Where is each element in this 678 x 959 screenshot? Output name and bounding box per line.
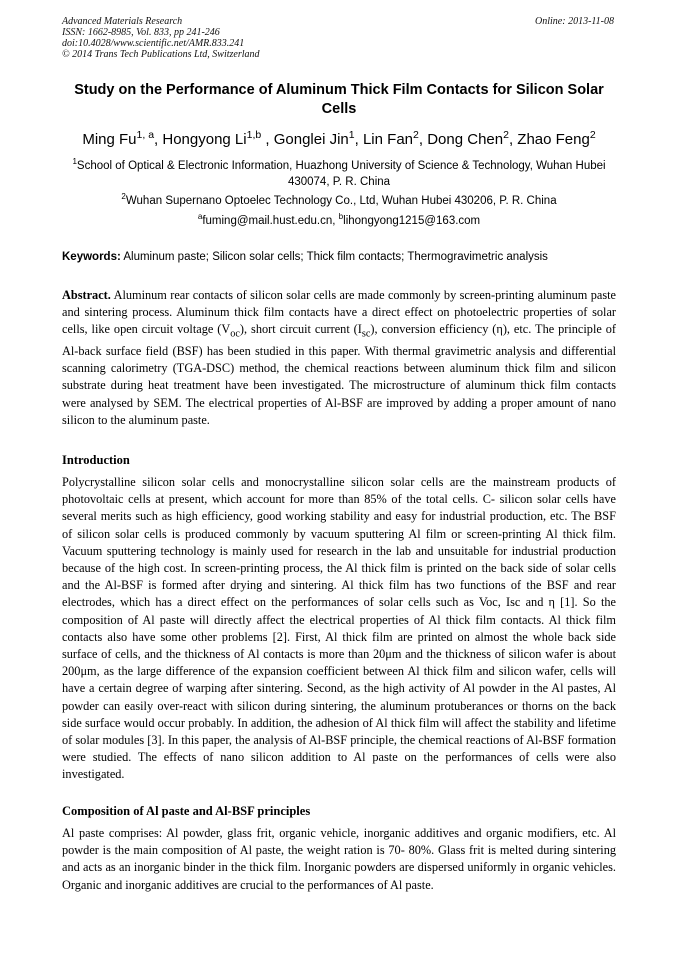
- composition-text: Al paste comprises: Al powder, glass frit, organic vehicle, inorganic additives and organic modifiers, etc. Al powder is the main composition of Al paste, the weight ration is 70- 80%. Glass frit is melted during sintering and acts as an inorganic binder in the thick film. Inorganic powders are dispersed uniformly in organic vehicles. Organic and inorganic additives are crucial to the performances of Al paste.: [62, 826, 616, 892]
- email-link-b[interactable]: lihongyong1215@163.com: [343, 215, 481, 227]
- author-emails: $^a$fuming@mail.hust.edu.cn, $^b$lihongyong1215@163.com: [197, 212, 481, 227]
- affiliation-1: $^1$School of Optical & Electronic Information, Huazhong University of Science & Technology, Wuhan Hubei 430074, P. R. China: [72, 157, 606, 188]
- journal-name: Advanced Materials Research: [62, 16, 183, 27]
- abstract: Abstract. Aluminum rear contacts of silicon solar cells are made commonly by screen-printing aluminum paste and sintering process. Aluminum thick film contacts have a direct effect on photoelectric properties of solar cells, like open circuit voltage $(V_{oc})$, short circuit current $(I_{sc})$, conversion efficiency (η), etc. The principle of Al-back surface field (BSF) has been studied in this paper. With thermal gravimetric analysis and differential scanning calorimetry (TGA-DSC) method, the chemical reactions between aluminum thick film and silicon substrate during heat treatment have been investigated. The microstructure of aluminum thick film contacts were analysed by SEM. The electrical properties of Al-BSF are improved by adding a proper amount of nano silicon to the aluminum paste.: [62, 288, 616, 427]
- author: Gonglei Jin$^1$,: [273, 129, 363, 148]
- author: Lin Fan$^2$,: [362, 129, 428, 148]
- doi-line: doi:10.4028/www.scientific.net/AMR.833.241: [62, 38, 245, 49]
- journal-header: [62, 16, 260, 60]
- issn-line: ISSN: 1662-8985, Vol. 833, pp 241-246: [62, 27, 220, 38]
- author: Hongyong Li$^{1,b}$ ,: [162, 129, 274, 148]
- section-heading-composition: Composition of Al paste and Al-BSF principles: [62, 804, 311, 818]
- copyright-line: © 2014 Trans Tech Publications Ltd, Switzerland: [62, 49, 260, 60]
- introduction-text: Polycrystalline silicon solar cells and monocrystalline silicon solar cells are the mainstream products of photovoltaic cells at present, which account for more than 85% of the total cells. C- silicon solar cells have several merits such as high efficiency, good working stability and easy for industrial production, etc. The BSF of silicon solar cells is produced commonly by vacuum sputtering Al film or screen-printing Al thick film. Vacuum sputtering technology is mainly used for research in the lab and unsuitable for industrial production because of the high cost. In screen-printing process, the Al thick film is printed on the back side of solar cells and the Al-BSF is formed after drying and sintering. Al thick film has two functions of the BSF and rear electrodes, which has a direct effect on the performances of solar cells such as Voc, Isc and η [1]. So the composition of Al paste will directly affect the electrical properties of Al thick film contacts. Al thick film contacts also have some other problems [2]. First, Al thick film are printed on almost the whole back side surface of cells, and the thickness of Al contacts is more than 20μm and the thickness of silicon wafer is about 200μm, as the large difference of the expansion coefficient between Al thick film and silicon wafer, cells will have a certain degree of warping after sintering. Second, as the high activity of Al powder in the Al pastes, Al powder can easily over-react with silicon during sintering, the aluminum protuberances or thorns on the back side surface would occur probably. In addition, the adhesion of Al thick film will affect the stability and lifetime of solar modules [3]. In this paper, the analysis of Al-BSF principle, the chemical reactions of Al-BSF formation were studied. The effects of nano silicon addition to Al paste on the performances of cells were also investigated.: [62, 475, 616, 782]
- keywords-label: Keywords:: [62, 251, 121, 263]
- paper-title: Study on the Performance of Aluminum Thick Film Contacts for Silicon Solar Cells: [74, 82, 604, 117]
- author: Dong Chen$^2$,: [427, 129, 518, 148]
- keywords: Keywords: Aluminum paste; Silicon solar cells; Thick film contacts; Thermogravimetric analysis: [62, 251, 548, 263]
- author: Zhao Feng$^2$: [517, 129, 596, 148]
- online-date: Online: 2013-11-08: [535, 16, 614, 27]
- affiliation-2: $^2$Wuhan Supernano Optoelec Technology Co., Ltd, Wuhan Hubei 430206, P. R. China: [121, 192, 557, 207]
- author: Ming Fu$^{1, a}$,: [82, 129, 163, 148]
- section-heading-introduction: Introduction: [62, 453, 130, 467]
- abstract-label: Abstract.: [62, 288, 111, 302]
- author-list: [40, 130, 638, 150]
- email-link-a[interactable]: fuming@mail.hust.edu.cn,: [202, 215, 339, 227]
